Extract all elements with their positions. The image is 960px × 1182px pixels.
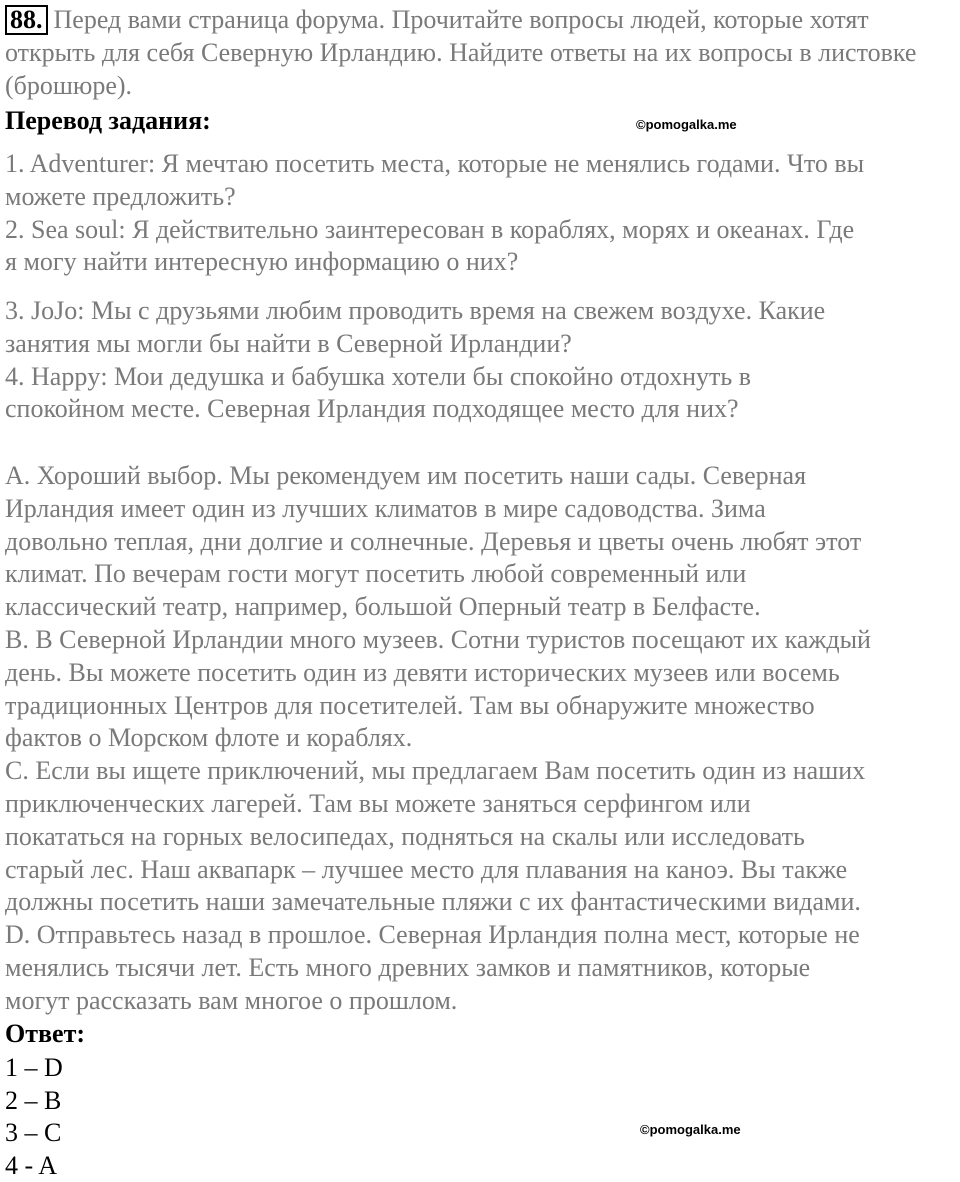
answer-item: 3 – C	[5, 1117, 63, 1150]
answer-item: 2 – B	[5, 1085, 63, 1118]
task-number: 88.	[5, 5, 48, 35]
task-statement	[5, 4, 960, 102]
answer-list	[5, 1052, 63, 1182]
task-text: Перед вами страница форума. Прочитайте вопросы людей, которые хотят открыть для себя Северную Ирландию. Найдите ответы на их вопросы в листовке (брошюре).	[5, 5, 916, 100]
answer-item: 4 - A	[5, 1150, 63, 1182]
watermark-top: ©pomogalka.me	[636, 117, 737, 132]
translation-heading: Перевод задания:	[5, 106, 211, 136]
answer-heading: Ответ:	[5, 1019, 85, 1049]
forum-questions-3-4: 3. JoJo: Мы с друзьями любим проводить время на свежем воздухе. Какие занятия мы могли бы найти в Северной Ирландии? 4. Happy: Мои дедушка и бабушка хотели бы спокойно отдохнуть в спокойном месте. Северная Ирландия подходящее место для них?	[5, 295, 825, 426]
answer-item: 1 – D	[5, 1052, 63, 1085]
leaflet-text: A. Хороший выбор. Мы рекомендуем им посетить наши сады. Северная Ирландия имеет один из лучших климатов в мире садоводства. Зима довольно теплая, дни долгие и солнечные. Деревья и цветы очень любят этот климат. По вечерам гости могут посетить любой современный или классический театр, например, большой Оперный театр в Белфасте. B. В Северной Ирландии много музеев. Сотни туристов посещают их каждый день. Вы можете посетить один из девяти исторических музеев или восемь традиционных Центров для посетителей. Там вы обнаружите множество фактов о Морском флоте и кораблях. C. Если вы ищете приключений, мы предлагаем Вам посетить один из наших приключенческих лагерей. Там вы можете заняться серфингом или покататься на горных велосипедах, подняться на скалы или исследовать старый лес. Наш аквапарк – лучшее место для плавания на каноэ. Вы также должны посетить наши замечательные пляжи с их фантастическими видами. D. Отправьтесь назад в прошлое. Северная Ирландия полна мест, которые не менялись тысячи лет. Есть много древних замков и памятников, которые могут рассказать вам многое о прошлом.	[5, 460, 871, 1018]
watermark-bottom: ©pomogalka.me	[640, 1122, 741, 1137]
forum-questions-1-2: 1. Adventurer: Я мечтаю посетить места, которые не менялись годами. Что вы можете предложить? 2. Sea soul: Я действительно заинтересован в кораблях, морях и океанах. Где я могу найти интересную информацию о них?	[5, 148, 864, 279]
